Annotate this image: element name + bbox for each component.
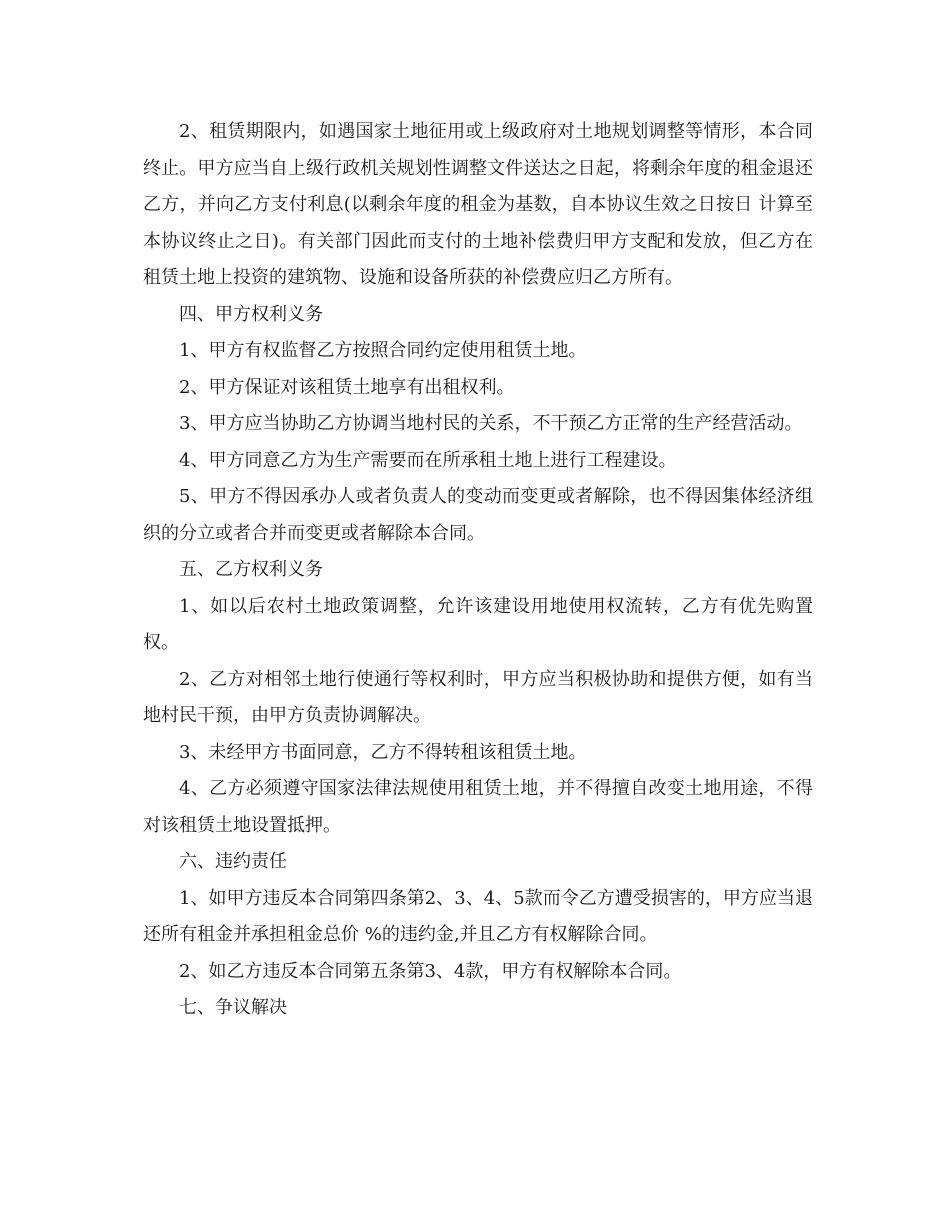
clause-4-1-paragraph: 1、甲方有权监督乙方按照合同约定使用租赁土地。 xyxy=(179,340,587,361)
clause-4-2-paragraph: 2、甲方保证对该租赁土地享有出租权利。 xyxy=(179,376,515,398)
clause-4-4-paragraph: 4、甲方同意乙方为生产需要而在所承租土地上进行工程建设。 xyxy=(179,449,677,471)
clause-5-3-paragraph: 3、未经甲方书面同意，乙方不得转租该租赁土地。 xyxy=(179,741,587,763)
clause-5-1-paragraph: 1、如以后农村土地政策调整，允许该建设用地使用权流转，乙方有优先购置权。 xyxy=(143,595,813,653)
section-4-heading: 四、甲方权利义务 xyxy=(179,303,323,325)
clause-5-2-paragraph: 2、乙方对相邻土地行使通行等权利时，甲方应当积极协助和提供方便，如有当地村民干预，由甲方负责协调解决。 xyxy=(143,668,813,726)
clause-6-1-paragraph: 1、如甲方违反本合同第四条第2、3、4、5款而令乙方遭受损害的，甲方应当退还所有租金并承担租金总价 %的违约金,并且乙方有权解除合同。 xyxy=(143,887,813,945)
section-7-heading: 七、争议解决 xyxy=(179,997,287,1018)
clause-6-2-paragraph: 2、如乙方违反本合同第五条第3、4款，甲方有权解除本合同。 xyxy=(179,960,682,982)
clause-5-4-paragraph: 4、乙方必须遵守国家法律法规使用租赁土地，并不得擅自改变土地用途，不得对该租赁土地设置抵押。 xyxy=(143,778,813,836)
clause-4-3-paragraph: 3、甲方应当协助乙方协调当地村民的关系，不干预乙方正常的生产经营活动。 xyxy=(179,413,803,434)
clause-3-2-paragraph: 2、租赁期限内，如遇国家土地征用或上级政府对土地规划调整等情形，本合同终止。甲方应当自上级行政机关规划性调整文件送达之日起，将剩余年度的租金退还乙方，并向乙方支付利息(以剩余年度的租金为基数，自本协议生效之日按日 计算至本协议终止之日)。有关部门因此而支付的土地补偿费归甲方支配和发放，但乙方在租赁土地上投资的建筑物、设施和设备所获的补偿费应归乙方所有。 xyxy=(143,121,813,288)
document-body xyxy=(143,114,813,1027)
section-6-heading: 六、违约责任 xyxy=(179,851,287,872)
section-5-heading: 五、乙方权利义务 xyxy=(179,559,323,580)
clause-4-5-paragraph: 5、甲方不得因承办人或者负责人的变动而变更或者解除，也不得因集体经济组织的分立或者合并而变更或者解除本合同。 xyxy=(143,486,813,544)
